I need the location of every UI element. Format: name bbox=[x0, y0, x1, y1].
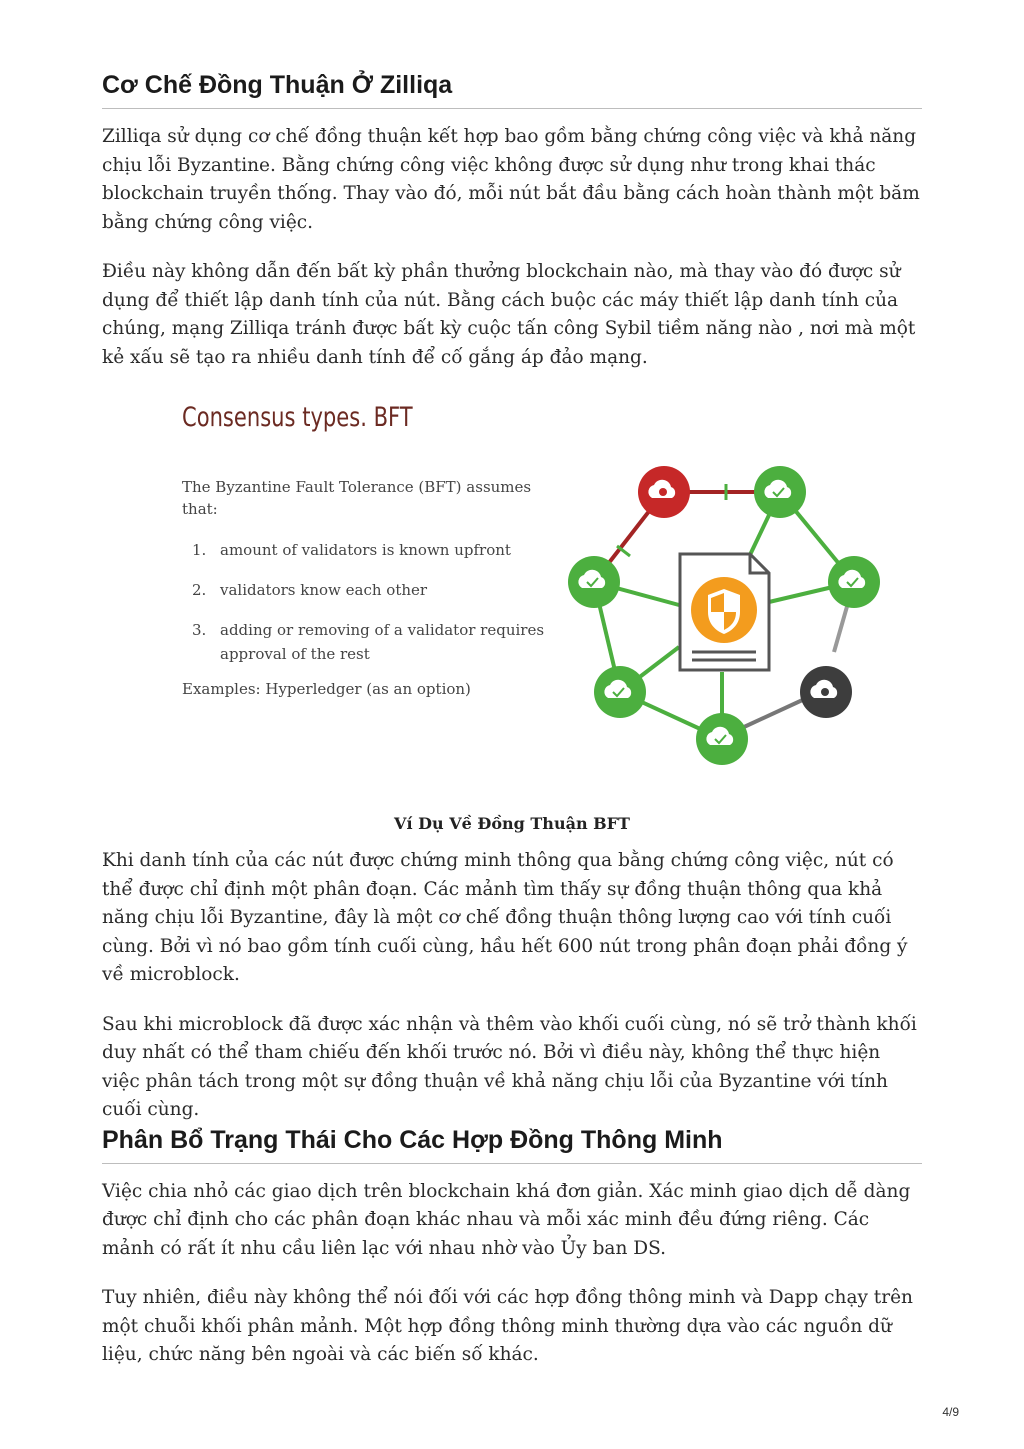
document-shield-icon bbox=[680, 554, 769, 670]
validator-node-icon bbox=[754, 466, 806, 518]
list-item-text: validators know each other bbox=[220, 581, 428, 600]
validator-node-icon bbox=[696, 713, 748, 765]
bft-figure bbox=[102, 402, 922, 802]
paragraph: Việc chia nhỏ các giao dịch trên blockchain khá đơn giản. Xác minh giao dịch dễ dàng được chỉ định cho các phân đoạn khác nhau và mỗi xác minh đều đứng riêng. Các mảnh có rất ít nhu cầu liên lạc với nhau nhờ vào Ủy ban DS. bbox=[102, 1180, 911, 1259]
paragraph: Điều này không dẫn đến bất kỳ phần thưởng blockchain nào, mà thay vào đó được sử dụng để thiết lập danh tính của nút. Bằng cách buộc các máy thiết lập danh tính của chúng, mạng Zilliqa tránh được bất kỳ cuộc tấn công Sybil tiềm năng nào , nơi mà một kẻ xấu sẽ tạo ra nhiều danh tính để cố gắng áp đảo mạng. bbox=[102, 261, 916, 368]
unknown-node-icon bbox=[800, 666, 852, 718]
list-item-number: 3. bbox=[192, 621, 207, 640]
validator-node-icon bbox=[594, 666, 646, 718]
figure-intro: The Byzantine Fault Tolerance (BFT) assumes that: bbox=[182, 478, 532, 519]
validator-node-icon bbox=[828, 556, 880, 608]
figure-title: Consensus types. BFT bbox=[182, 402, 413, 433]
figure-text-panel bbox=[182, 402, 562, 700]
section-heading-consensus: Cơ Chế Đồng Thuận Ở Zilliqa bbox=[102, 70, 922, 109]
list-item-number: 1. bbox=[192, 541, 207, 560]
figure-examples: Examples: Hyperledger (as an option) bbox=[182, 680, 471, 699]
paragraph: Sau khi microblock đã được xác nhận và thêm vào khối cuối cùng, nó sẽ trở thành khối duy nhất có thể tham chiếu đến khối trước nó. Bởi vì điều này, không thể thực hiện việc phân tách trong một sự đồng thuận về khả năng chịu lỗi của Byzantine với tính cuối cùng. bbox=[102, 1013, 917, 1120]
list-item-number: 2. bbox=[192, 581, 207, 600]
list-item bbox=[182, 578, 562, 602]
paragraph: Zilliqa sử dụng cơ chế đồng thuận kết hợp bao gồm bằng chứng công việc và khả năng chịu lỗi Byzantine. Bằng chứng công việc không được sử dụng như trong khai thác blockchain truyền thống. Thay vào đó, mỗi nút bắt đầu bằng cách hoàn thành một băm bằng chứng công việc. bbox=[102, 126, 920, 233]
page-content bbox=[102, 70, 922, 1370]
paragraph: Khi danh tính của các nút được chứng minh thông qua bằng chứng công việc, nút có thể được chỉ định một phân đoạn. Các mảnh tìm thấy sự đồng thuận thông qua khả năng chịu lỗi Byzantine, đây là một cơ chế đồng thuận thông lượng cao với tính cuối cùng. Bởi vì nó bao gồm tính cuối cùng, hầu hết 600 nút trong phân đoạn phải đồng ý về microblock. bbox=[102, 850, 908, 985]
figure-caption: Ví Dụ Về Đồng Thuận BFT bbox=[394, 814, 630, 833]
link bbox=[744, 697, 809, 727]
page-number: 4/9 bbox=[942, 1405, 959, 1419]
paragraph: Tuy nhiên, điều này không thể nói đối với các hợp đồng thông minh và Dapp chạy trên một chuỗi khối phân mảnh. Một hợp đồng thông minh thường dựa vào các nguồn dữ liệu, chức năng bên ngoài và các biến số khác. bbox=[102, 1287, 913, 1365]
faulty-node-icon bbox=[638, 466, 690, 518]
list-item-text: amount of validators is known upfront bbox=[220, 541, 511, 560]
section-heading-smart-contracts: Phân Bổ Trạng Thái Cho Các Hợp Đồng Thông Minh bbox=[102, 1125, 922, 1164]
list-item bbox=[182, 618, 562, 666]
list-item bbox=[182, 538, 562, 562]
list-item-text: adding or removing of a validator requires approval of the rest bbox=[220, 621, 545, 664]
validator-node-icon bbox=[568, 556, 620, 608]
figure-assumption-list bbox=[182, 538, 562, 666]
bft-network-diagram bbox=[564, 462, 884, 772]
